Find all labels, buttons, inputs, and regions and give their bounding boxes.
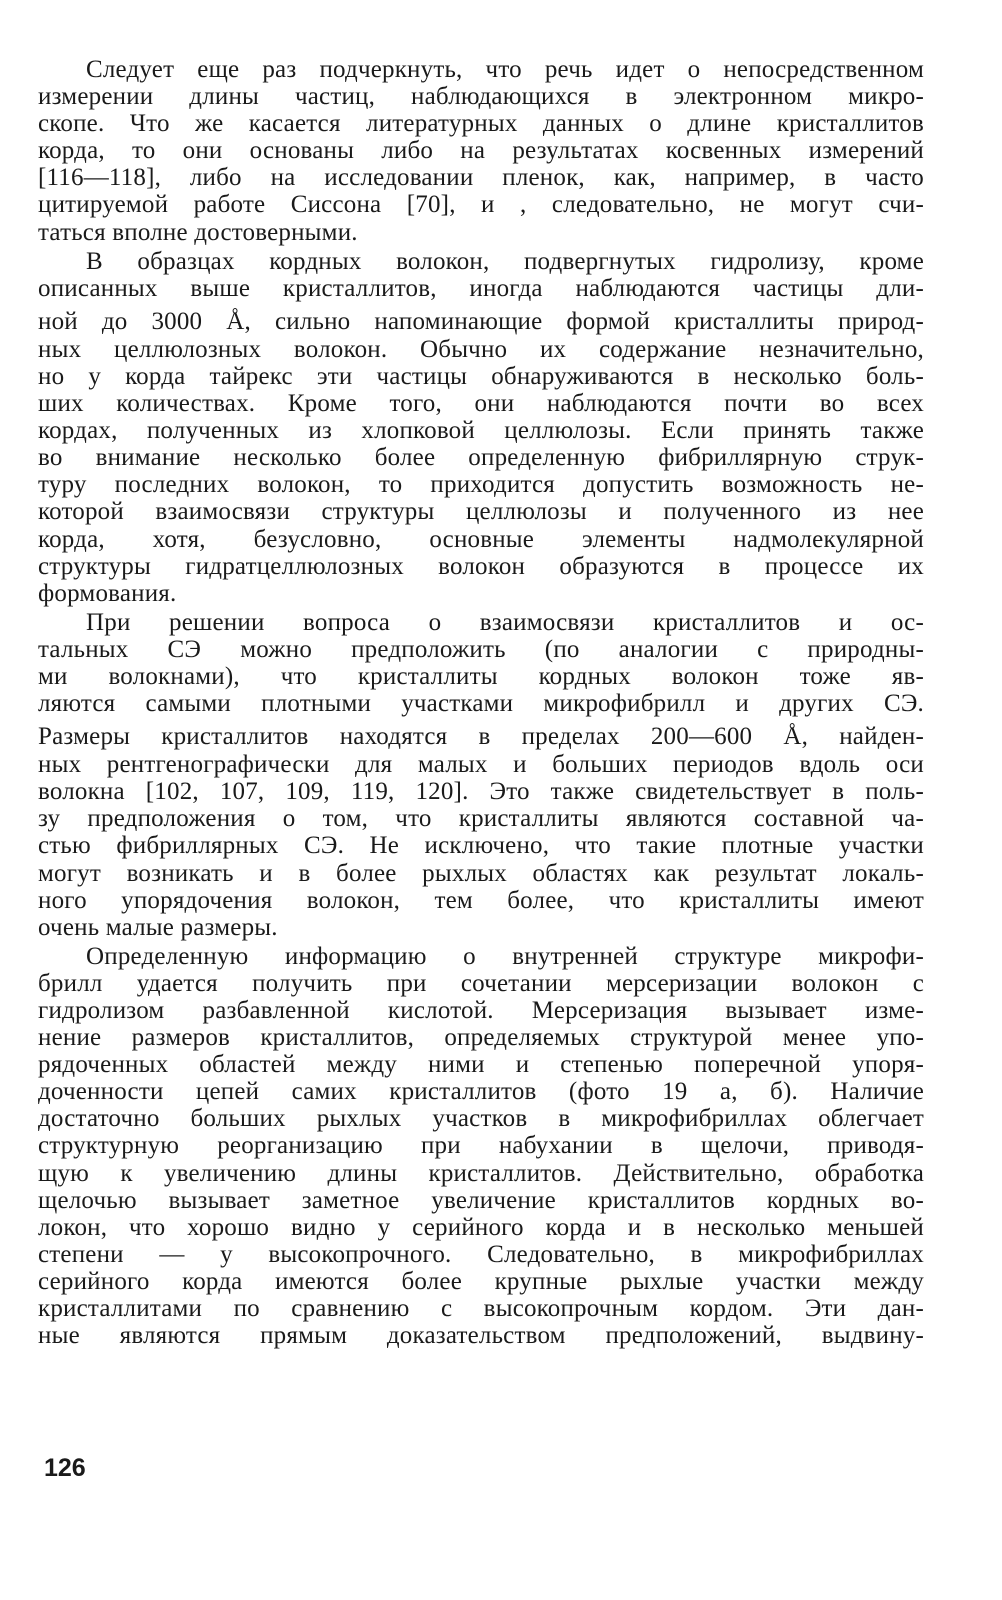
text-line: ших количествах. Кроме того, они наблюдаются почти во всех	[38, 390, 924, 418]
text-line: во внимание несколько более определенную фибриллярную струк-	[38, 444, 924, 472]
text-line: зу предположения о том, что кристаллиты являются составной ча-	[38, 805, 924, 833]
text-line: рядоченных областей между ними и степенью поперечной упоря-	[38, 1051, 924, 1079]
text-line: кристаллитами по сравнению с высокопрочным кордом. Эти дан-	[38, 1295, 924, 1323]
text-line: ной до 3000 Å, сильно напоминающие формой кристаллиты природ-	[38, 307, 924, 335]
text-line: нение размеров кристаллитов, определяемых структурой менее упо-	[38, 1024, 924, 1052]
text-line: корда, то они основаны либо на результатах косвенных измерений	[38, 137, 924, 165]
text-line: туру последних волокон, то приходится допустить возможность не-	[38, 471, 924, 499]
text-line: формования.	[38, 579, 177, 607]
paragraph	[38, 248, 924, 607]
text-line: Определенную информацию о внутренней структуре микрофи-	[86, 942, 924, 970]
text-line: гидролизом разбавленной кислотой. Мерсеризация вызывает изме-	[38, 997, 924, 1024]
text-line: стью фибриллярных СЭ. Не исключено, что такие плотные участки	[38, 832, 924, 860]
text-line: волокна [102, 107, 109, 119, 120]. Это также свидетельствует в поль-	[38, 778, 924, 806]
text-line: цитируемой работе Сиссона [70], и , следовательно, не могут счи-	[38, 191, 924, 219]
text-line: Размеры кристаллитов находятся в пределах 200—600 Å, найден-	[38, 723, 924, 751]
text-line: которой взаимосвязи структуры целлюлозы и полученного из нее	[38, 498, 924, 526]
text-line: но у корда тайрекс эти частицы обнаруживаются в несколько боль-	[38, 362, 924, 390]
text-line: ляются самыми плотными участками микрофибрилл и других СЭ.	[38, 690, 924, 718]
text-line: ми волокнами), что кристаллиты кордных волокон тоже яв-	[38, 662, 924, 690]
text-line: Следует еще раз подчеркнуть, что речь идет о непосредственном	[86, 56, 924, 83]
page-number: 126	[44, 1454, 86, 1482]
text-line: ных рентгенографически для малых и больших периодов вдоль оси	[38, 751, 924, 779]
text-line: ного упорядочения волокон, тем более, что кристаллиты имеют	[38, 886, 924, 914]
body-text	[38, 56, 924, 1349]
text-line: степени — у высокопрочного. Следовательно, в микрофибриллах	[38, 1240, 924, 1268]
text-line: структурную реорганизацию при набухании в щелочи, приводя-	[38, 1132, 924, 1160]
text-line: локон, что хорошо видно у серийного корда и в несколько меньшей	[38, 1213, 924, 1241]
text-line: В образцах кордных волокон, подвергнутых гидролизу, кроме	[86, 247, 924, 275]
text-line: брилл удается получить при сочетании мерсеризации волокон с	[38, 969, 924, 997]
text-line: очень малые размеры.	[38, 913, 278, 941]
text-line: достаточно больших рыхлых участков в микрофибриллах облегчает	[38, 1105, 924, 1133]
text-line: измерении длины частиц, наблюдающихся в электронном микро-	[38, 83, 924, 111]
text-line: кордах, полученных из хлопковой целлюлозы. Если принять также	[38, 417, 924, 445]
text-line: ные являются прямым доказательством предположений, выдвину-	[38, 1322, 924, 1350]
text-line: ных целлюлозных волокон. Обычно их содержание незначительно,	[38, 335, 924, 363]
text-line: таться вполне достоверными.	[38, 218, 358, 246]
text-line: щую к увеличению длины кристаллитов. Действительно, обработка	[38, 1159, 924, 1187]
text-line: корда, хотя, безусловно, основные элементы надмолекулярной	[38, 525, 924, 553]
text-line: При решении вопроса о взаимосвязи кристаллитов и ос-	[86, 608, 924, 636]
text-line: щелочью вызывает заметное увеличение кристаллитов кордных во-	[38, 1186, 924, 1214]
paragraph	[38, 56, 924, 246]
text-line: скопе. Что же касается литературных данных о длине кристаллитов	[38, 110, 924, 138]
paragraph	[38, 943, 924, 1349]
text-line: описанных выше кристаллитов, иногда наблюдаются частицы дли-	[38, 274, 924, 302]
text-line: структуры гидратцеллюлозных волокон образуются в процессе их	[38, 552, 924, 580]
text-line: [116—118], либо на исследовании пленок, как, например, в часто	[38, 164, 924, 192]
text-line: доченности цепей самих кристаллитов (фото 19 а, б). Наличие	[38, 1078, 924, 1106]
text-line: тальных СЭ можно предположить (по аналогии с природны-	[38, 635, 924, 663]
text-line: могут возникать и в более рыхлых областях как результат локаль-	[38, 859, 924, 887]
text-line: серийного корда имеются более крупные рыхлые участки между	[38, 1267, 924, 1295]
paragraph	[38, 609, 924, 941]
